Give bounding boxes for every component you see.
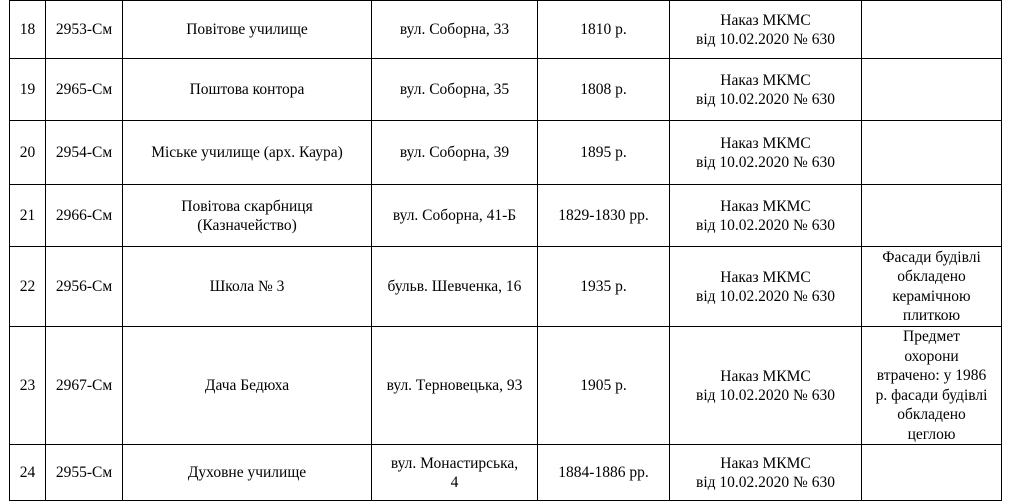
- decree: Наказ МКМС від 10.02.2020 № 630: [670, 247, 862, 327]
- registry-code: 2956-См: [46, 247, 123, 327]
- registry-code: 2954-См: [46, 121, 123, 185]
- row-number: 18: [10, 1, 46, 59]
- object-name: Повітове училище: [123, 1, 372, 59]
- address: вул. Соборна, 35: [372, 59, 538, 121]
- dating: 1810 р.: [538, 1, 670, 59]
- note: Предмет охорони втрачено: у 1986 р. фасади будівлі обкладено цеглою: [862, 327, 1002, 445]
- registry-code: 2966-См: [46, 185, 123, 247]
- address: вул. Соборна, 39: [372, 121, 538, 185]
- note: [862, 121, 1002, 185]
- table-row: [10, 59, 1002, 121]
- decree: Наказ МКМС від 10.02.2020 № 630: [670, 327, 862, 445]
- registry-code: 2965-См: [46, 59, 123, 121]
- address: вул. Монастирська, 4: [372, 445, 538, 501]
- table-row: [10, 327, 1002, 445]
- object-name: Дача Бедюха: [123, 327, 372, 445]
- note: [862, 185, 1002, 247]
- object-name: Духовне училище: [123, 445, 372, 501]
- registry-code: 2955-См: [46, 445, 123, 501]
- object-name: Повітова скарбниця (Казначейство): [123, 185, 372, 247]
- table-row: [10, 185, 1002, 247]
- address: вул. Соборна, 33: [372, 1, 538, 59]
- decree: Наказ МКМС від 10.02.2020 № 630: [670, 121, 862, 185]
- row-number: 20: [10, 121, 46, 185]
- note: Фасади будівлі обкладено керамічною плиткою: [862, 247, 1002, 327]
- object-name: Школа № 3: [123, 247, 372, 327]
- dating: 1829-1830 рр.: [538, 185, 670, 247]
- address: бульв. Шевченка, 16: [372, 247, 538, 327]
- decree: Наказ МКМС від 10.02.2020 № 630: [670, 445, 862, 501]
- registry-code: 2967-См: [46, 327, 123, 445]
- decree: Наказ МКМС від 10.02.2020 № 630: [670, 1, 862, 59]
- note: [862, 1, 1002, 59]
- row-number: 23: [10, 327, 46, 445]
- registry-code: 2953-См: [46, 1, 123, 59]
- table-row: [10, 247, 1002, 327]
- note: [862, 445, 1002, 501]
- table-row: [10, 1, 1002, 59]
- row-number: 22: [10, 247, 46, 327]
- dating: 1808 р.: [538, 59, 670, 121]
- object-name: Міське училище (арх. Каура): [123, 121, 372, 185]
- address: вул. Соборна, 41-Б: [372, 185, 538, 247]
- address: вул. Терновецька, 93: [372, 327, 538, 445]
- row-number: 21: [10, 185, 46, 247]
- note: [862, 59, 1002, 121]
- monuments-table: [9, 0, 1002, 501]
- decree: Наказ МКМС від 10.02.2020 № 630: [670, 185, 862, 247]
- row-number: 19: [10, 59, 46, 121]
- decree: Наказ МКМС від 10.02.2020 № 630: [670, 59, 862, 121]
- dating: 1895 р.: [538, 121, 670, 185]
- dating: 1884-1886 рр.: [538, 445, 670, 501]
- table-row: [10, 445, 1002, 501]
- row-number: 24: [10, 445, 46, 501]
- dating: 1905 р.: [538, 327, 670, 445]
- dating: 1935 р.: [538, 247, 670, 327]
- table-row: [10, 121, 1002, 185]
- object-name: Поштова контора: [123, 59, 372, 121]
